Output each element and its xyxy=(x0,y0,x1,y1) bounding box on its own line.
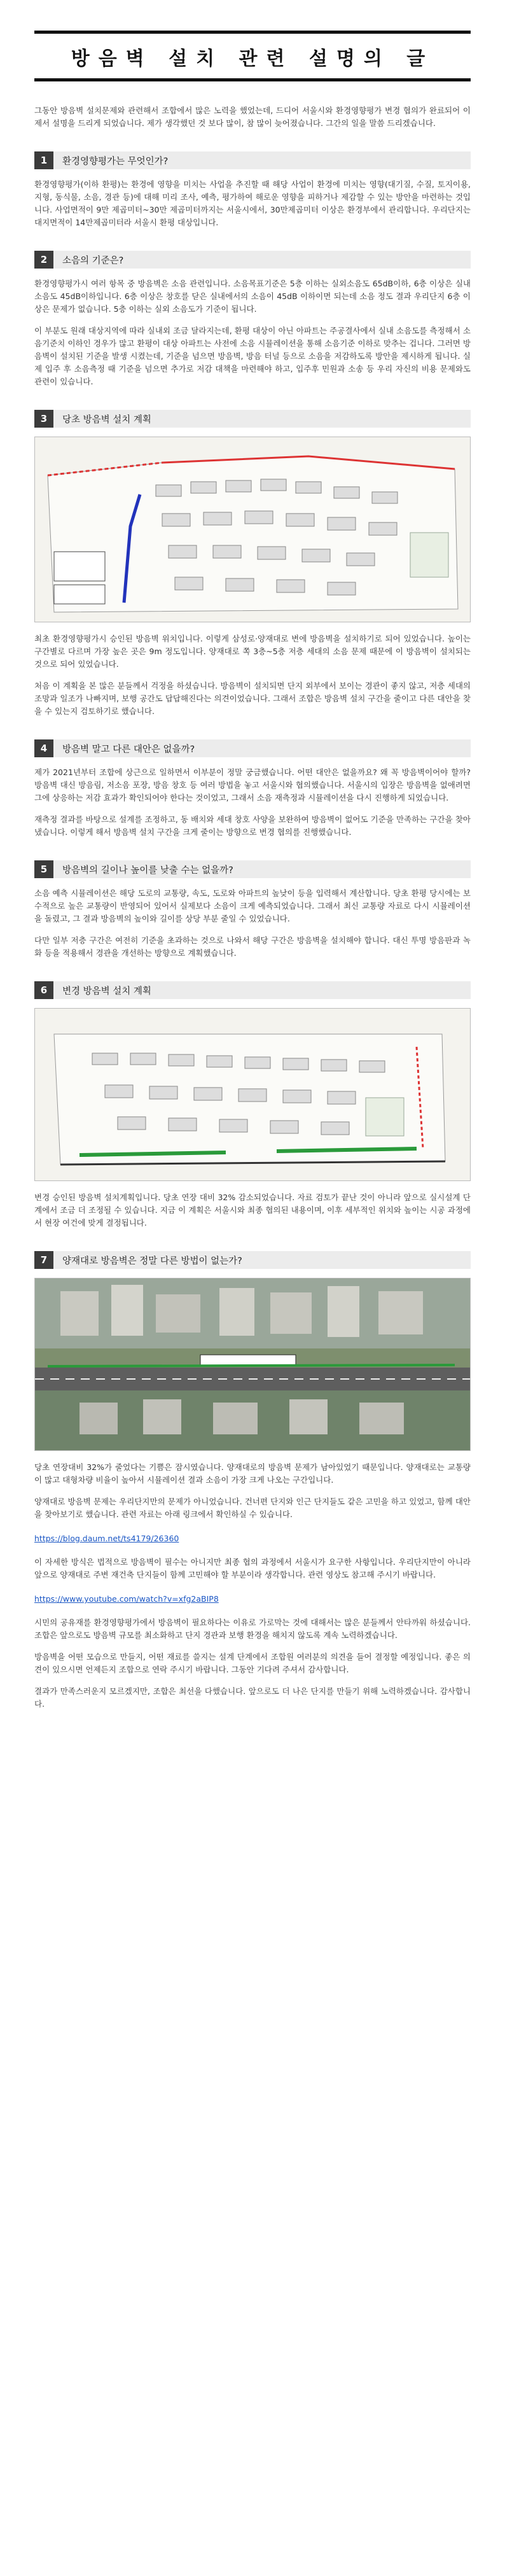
section-number: 4 xyxy=(34,739,53,757)
section-number: 7 xyxy=(34,1251,53,1269)
section-7-paragraph: 당초 연장대비 32%가 줄었다는 기쁨은 잠시였습니다. 양재대로의 방음벽 문제가 남아있었기 때문입니다. 양재대로는 교통량이 많고 대형차량 비율이 높아서 시뮬레이션 결과 소음이 가장 크게 나오는 구간입니다. xyxy=(34,1462,471,1485)
revised-plan-site-map xyxy=(34,1008,471,1181)
section-1-header xyxy=(34,151,471,169)
section-number: 6 xyxy=(34,981,53,999)
section-7-paragraph: 이 자세한 방식은 법적으로 방음벽이 필수는 아니지만 최종 협의 과정에서 서울시가 요구한 사항입니다. 우리단지만이 아니라 앞으로 양재대로 주변 재건축 단지들이 함께 고민해야 할 부분이라 생각합니다. 관련 영상도 참고해 주시기 바랍니다. xyxy=(34,1557,471,1579)
section-5-header xyxy=(34,860,471,878)
closing-paragraph: 결과가 만족스러운지 모르겠지만, 조합은 최선을 다했습니다. 앞으로도 더 나은 단지를 만들기 위해 노력하겠습니다. 감사합니다. xyxy=(34,1686,471,1709)
section-2-paragraph: 환경영향평가시 여러 항목 중 방음벽은 소음 관련입니다. 소음목표기준은 5층 이하는 실외소음도 65dB이하, 6층 이상은 실내소음도 45dB이하입니다. 6층 이상은 창호를 닫은 실내에서의 소음이 45dB 이하이면 되는데 소음 정도 결과 우리단지 6층 이상은 문제가 없습니다. 5층 이하는 실외 소음도가 기준이 됩니다. xyxy=(34,279,471,314)
section-7-header xyxy=(34,1251,471,1269)
page-title: 방음벽 설치 관련 설명의 글 xyxy=(71,48,434,70)
closing-paragraph: 시민의 공유재를 환경영향평가에서 방음벽이 필요하다는 이유로 가로막는 것에 대해서는 많은 분들께서 안타까워 하셨습니다. 조합은 앞으로도 방음벽 규모를 최소화하고 단지 경관과 보행 환경을 해치지 않도록 계속 노력하겠습니다. xyxy=(34,1618,471,1640)
section-number: 5 xyxy=(34,860,53,878)
section-1-paragraph: 환경영향평가(이하 환평)는 환경에 영향을 미치는 사업을 추진할 때 해당 사업이 환경에 미치는 영향(대기질, 수질, 토지이용, 지형, 동식물, 소음, 경관 등)에 대해 미리 조사, 예측, 평가하여 해로운 영향을 피하거나 제감할 수 있는 방안을 마련하는 것입니다. 사업면적이 9만 제곱미터~30만 제곱미터까지는 서울시에서, 30만제곱미터 이상은 환경부에서 관리합니다. 우리단지는 대지면적이 14만제곱미터라 서울시 환평 대상입니다. xyxy=(34,179,471,227)
title-box xyxy=(34,31,471,81)
section-title: 환경영향평가는 무엇인가? xyxy=(62,156,169,167)
section-6-header xyxy=(34,981,471,999)
section-3-paragraph: 최초 환경영향평가시 승인된 방음벽 위치입니다. 이렇게 삼성로·양재대로 변에 방음벽을 설치하기로 되어 있었습니다. 높이는 구간별로 다르며 가장 높은 곳은 9m 정도입니다. 양재대로 쪽 3층~5층 저층 세대의 소음 문제 때문에 이 방음벽이 설치되는 것으로 되어 있었습니다. xyxy=(34,634,471,669)
section-4-paragraph: 제가 2021년부터 조합에 상근으로 일하면서 이부분이 정말 궁금했습니다. 어떤 대안은 없을까요? 왜 꼭 방음벽이어야 할까? 방음벽 대신 방음림, 저소음 포장, 방음 창호 등 여러 방법을 놓고 서울시와 협의했습니다. 서울시의 입장은 방음벽을 없애려면 그에 상응하는 저감 효과가 확인되어야 한다는 것이었고, 그래서 소음 재측정과 시뮬레이션을 다시 진행하게 되었습니다. xyxy=(34,767,471,802)
section-4-paragraph: 재측정 결과를 바탕으로 설계를 조정하고, 동 배치와 세대 창호 사양을 보완하여 방음벽이 없어도 기준을 만족하는 구간을 찾아냈습니다. 이렇게 해서 방음벽 설치 구간을 크게 줄이는 방향으로 변경 협의를 진행했습니다. xyxy=(34,815,471,837)
page xyxy=(0,31,505,2576)
blog-link[interactable]: https://blog.daum.net/ts4179/26360 xyxy=(34,1534,179,1543)
section-6-paragraph: 변경 승인된 방음벽 설치계획입니다. 당초 연장 대비 32% 감소되었습니다. 자료 검토가 끝난 것이 아니라 앞으로 실시설계 단계에서 조금 더 조정될 수 있습니다. 지금 이 계획은 서울시와 최종 협의된 내용이며, 이후 세부적인 위치와 높이는 시공 과정에서 현장 여건에 맞게 결정됩니다. xyxy=(34,1193,471,1228)
section-5-paragraph: 다만 일부 저층 구간은 여전히 기준을 초과하는 것으로 나와서 해당 구간은 방음벽을 설치해야 합니다. 대신 투명 방음판과 녹화 등을 적용해서 경관을 개선하는 방향으로 계획했습니다. xyxy=(34,935,471,958)
section-7-paragraph: 양재대로 방음벽 문제는 우리단지만의 문제가 아니었습니다. 건너편 단지와 인근 단지들도 같은 고민을 하고 있었고, 함께 대안을 찾아보기로 했습니다. 관련 자료는 아래 링크에서 확인하실 수 있습니다. xyxy=(34,1497,471,1519)
section-title: 당초 방음벽 설치 계획 xyxy=(62,414,151,425)
section-title: 방음벽의 길이나 높이를 낮출 수는 없을까? xyxy=(62,865,233,876)
section-number: 1 xyxy=(34,151,53,169)
section-title: 방음벽 말고 다른 대안은 없을까? xyxy=(62,744,195,755)
closing-paragraph: 방음벽을 어떤 모습으로 만들지, 어떤 재료를 쓸지는 설계 단계에서 조합원 여러분의 의견을 들어 결정할 예정입니다. 좋은 의견이 있으시면 언제든지 조합으로 연락 주시기 바랍니다. 그동안 기다려 주셔서 감사합니다. xyxy=(34,1652,471,1674)
section-number: 3 xyxy=(34,410,53,428)
section-3-header xyxy=(34,410,471,428)
section-title: 변경 방음벽 설치 계획 xyxy=(62,986,151,997)
youtube-link[interactable]: https://www.youtube.com/watch?v=xfg2aBIP8 xyxy=(34,1594,219,1604)
original-plan-site-map xyxy=(34,437,471,622)
section-2-paragraph: 이 부분도 원래 대상지역에 따라 실내외 조금 달라지는데, 환평 대상이 아닌 아파트는 주공결사에서 실내 소음도를 측정해서 소음기준치 이하인 경우가 많고 환평이 대상 아파트는 사전에 소음 시뮬레이션을 통해 소음기준 이하로 맞추는 겁니다. 그러면 방음벽이 설치된 기준을 발생 시켰는데, 기준을 넘으면 방음벽, 방음 터널 등으로 소음을 저감하도록 방안을 제시하게 됩니다. 실제 입주 후 소음측정 때 기준을 넘으면 추가로 저감 대책을 마련해야 하고, 입주후 민원과 소송 등 우리 자신의 비용 문제와도 관련이 있습니다. xyxy=(34,326,471,386)
intro-paragraph: 그동안 방음벽 설치문제와 관련해서 조합에서 많은 노력을 했었는데, 드디어 서울시와 환경영향평가 변경 협의가 완료되어 이제서 설명을 드리게 되었습니다. 제가 생각했던 것 보다 많이, 참 많이 늦어졌습니다. 그간의 일을 말씀 드리겠습니다. xyxy=(34,106,471,128)
section-title: 양재대로 방음벽은 정말 다른 방법이 없는가? xyxy=(62,1256,242,1266)
section-3-paragraph: 처음 이 계획을 본 많은 분들께서 걱정을 하셨습니다. 방음벽이 설치되면 단지 외부에서 보이는 경관이 좋지 않고, 저층 세대의 조망과 일조가 나빠지며, 보행 공간도 답답해진다는 의견이었습니다. 그래서 조합은 방음벽 설치 구간을 줄이고 다른 대안을 찾을 수 있는지 검토하기로 했습니다. xyxy=(34,681,471,716)
section-5-paragraph: 소음 예측 시뮬레이션은 해당 도로의 교통량, 속도, 도로와 아파트의 높낮이 등을 입력해서 계산합니다. 당초 환평 당시에는 보수적으로 높은 교통량이 반영되어 있어서 실제보다 소음이 크게 예측되었습니다. 그래서 최신 교통량 자료로 다시 시뮬레이션을 돌렸고, 그 결과 방음벽의 높이와 길이를 상당 부분 줄일 수 있었습니다. xyxy=(34,888,471,923)
section-number: 2 xyxy=(34,251,53,269)
section-4-header xyxy=(34,739,471,757)
section-2-header xyxy=(34,251,471,269)
section-title: 소음의 기준은? xyxy=(62,255,124,266)
aerial-photo-yangjae-daero xyxy=(34,1278,471,1451)
